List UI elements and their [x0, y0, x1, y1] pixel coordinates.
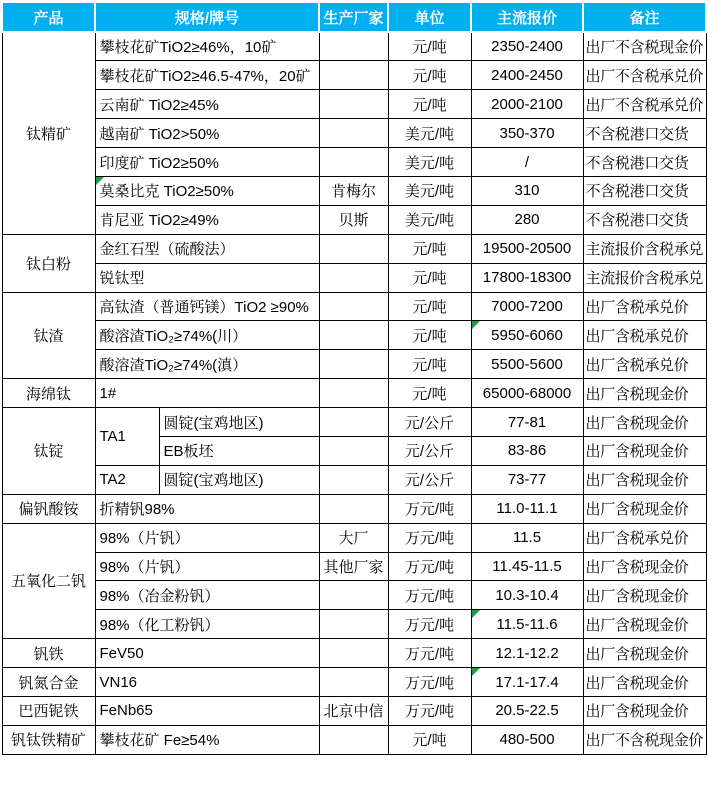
note-cell: 出厂含税现金价 [583, 696, 706, 725]
spec-cell: 攀枝花矿 Fe≥54% [95, 725, 319, 754]
product-cell: 钒氮合金 [2, 668, 95, 697]
price-cell: 2400-2450 [471, 61, 583, 90]
unit-cell: 万元/吨 [388, 523, 471, 552]
unit-cell: 万元/吨 [388, 552, 471, 581]
spec-cell: 高钛渣（普通钙镁）TiO2 ≥90% [95, 292, 319, 321]
table-row [2, 292, 706, 321]
manufacturer-cell [319, 90, 388, 119]
manufacturer-cell [319, 639, 388, 668]
price-cell: 17800-18300 [471, 263, 583, 292]
unit-cell: 美元/吨 [388, 148, 471, 177]
price-cell: 2350-2400 [471, 32, 583, 61]
spec-cell: EB板坯 [159, 436, 319, 465]
note-cell: 出厂不含税现金价 [583, 32, 706, 61]
spec-cell: 锐钛型 [95, 263, 319, 292]
unit-cell: 元/吨 [388, 725, 471, 754]
unit-cell: 元/吨 [388, 292, 471, 321]
header-row [2, 2, 706, 32]
manufacturer-cell: 贝斯 [319, 205, 388, 234]
header-product: 产品 [2, 2, 95, 32]
manufacturer-cell [319, 350, 388, 379]
header-spec: 规格/牌号 [95, 2, 319, 32]
price-cell: 5500-5600 [471, 350, 583, 379]
table-row [2, 725, 706, 754]
price-cell: 350-370 [471, 119, 583, 148]
price-cell: 480-500 [471, 725, 583, 754]
spec-cell: 越南矿 TiO2>50% [95, 119, 319, 148]
manufacturer-cell [319, 234, 388, 263]
unit-cell: 万元/吨 [388, 610, 471, 639]
manufacturer-cell [319, 725, 388, 754]
table-row [2, 263, 706, 292]
note-cell: 出厂含税现金价 [583, 408, 706, 437]
manufacturer-cell [319, 408, 388, 437]
table-row [2, 581, 706, 610]
table-row [2, 321, 706, 350]
spec-cell: 98%（化工粉钒） [95, 610, 319, 639]
price-cell: 5950-6060 [471, 321, 583, 350]
table-row [2, 350, 706, 379]
unit-cell: 美元/吨 [388, 205, 471, 234]
unit-cell: 万元/吨 [388, 668, 471, 697]
note-cell: 出厂含税承兑价 [583, 292, 706, 321]
table-row [2, 379, 706, 408]
price-cell: 11.45-11.5 [471, 552, 583, 581]
spec-cell: 金红石型（硫酸法） [95, 234, 319, 263]
unit-cell: 万元/吨 [388, 639, 471, 668]
manufacturer-cell [319, 61, 388, 90]
green-corner-marker [472, 668, 480, 676]
table-row [2, 465, 706, 494]
unit-cell: 元/吨 [388, 234, 471, 263]
spec-cell: 酸溶渣TiO₂≥74%(川） [95, 321, 319, 350]
product-cell: 五氧化二钒 [2, 523, 95, 639]
product-cell: 钒铁 [2, 639, 95, 668]
spec-cell: 肯尼亚 TiO2≥49% [95, 205, 319, 234]
table-row [2, 90, 706, 119]
spec-cell: 攀枝花矿TiO2≥46.5-47%，20矿 [95, 61, 319, 90]
spec-cell: VN16 [95, 668, 319, 697]
note-cell: 出厂含税现金价 [583, 379, 706, 408]
table-row [2, 234, 706, 263]
ta-grade-cell: TA2 [95, 465, 159, 494]
note-cell: 出厂含税现金价 [583, 639, 706, 668]
price-cell: / [471, 148, 583, 177]
table-row [2, 610, 706, 639]
note-cell: 不含税港口交货 [583, 176, 706, 205]
unit-cell: 万元/吨 [388, 696, 471, 725]
spec-cell: FeV50 [95, 639, 319, 668]
header-manufacturer: 生产厂家 [319, 2, 388, 32]
spec-cell: 印度矿 TiO2≥50% [95, 148, 319, 177]
manufacturer-cell [319, 494, 388, 523]
table-row [2, 639, 706, 668]
table-row [2, 61, 706, 90]
table-row [2, 668, 706, 697]
unit-cell: 元/公斤 [388, 408, 471, 437]
unit-cell: 万元/吨 [388, 494, 471, 523]
price-cell: 280 [471, 205, 583, 234]
manufacturer-cell [319, 292, 388, 321]
price-cell: 2000-2100 [471, 90, 583, 119]
price-cell: 73-77 [471, 465, 583, 494]
product-cell: 钛锭 [2, 408, 95, 495]
table-row [2, 205, 706, 234]
manufacturer-cell [319, 610, 388, 639]
manufacturer-cell [319, 436, 388, 465]
header-unit: 单位 [388, 2, 471, 32]
manufacturer-cell [319, 148, 388, 177]
price-cell: 17.1-17.4 [471, 668, 583, 697]
note-cell: 出厂含税承兑价 [583, 321, 706, 350]
unit-cell: 元/吨 [388, 350, 471, 379]
price-cell: 11.5-11.6 [471, 610, 583, 639]
note-cell: 出厂不含税承兑价 [583, 61, 706, 90]
table-row [2, 696, 706, 725]
price-cell: 20.5-22.5 [471, 696, 583, 725]
note-cell: 主流报价含税承兑 [583, 234, 706, 263]
manufacturer-cell: 北京中信 [319, 696, 388, 725]
manufacturer-cell [319, 379, 388, 408]
note-cell: 不含税港口交货 [583, 119, 706, 148]
note-cell: 不含税港口交货 [583, 148, 706, 177]
unit-cell: 元/吨 [388, 321, 471, 350]
table-row [2, 176, 706, 205]
price-cell: 11.0-11.1 [471, 494, 583, 523]
manufacturer-cell [319, 263, 388, 292]
note-cell: 出厂含税承兑价 [583, 350, 706, 379]
manufacturer-cell [319, 32, 388, 61]
manufacturer-cell [319, 581, 388, 610]
unit-cell: 元/吨 [388, 263, 471, 292]
product-cell: 海绵钛 [2, 379, 95, 408]
product-cell: 钛白粉 [2, 234, 95, 292]
price-table-body [2, 32, 706, 754]
price-cell: 65000-68000 [471, 379, 583, 408]
price-cell: 83-86 [471, 436, 583, 465]
spec-cell: 98%（冶金粉钒） [95, 581, 319, 610]
manufacturer-cell: 大厂 [319, 523, 388, 552]
spec-cell: 攀枝花矿TiO2≥46%，10矿 [95, 32, 319, 61]
header-remark: 备注 [583, 2, 706, 32]
note-cell: 出厂含税现金价 [583, 668, 706, 697]
note-cell: 出厂含税承兑价 [583, 523, 706, 552]
product-cell: 钛精矿 [2, 32, 95, 234]
note-cell: 出厂不含税现金价 [583, 725, 706, 754]
price-cell: 10.3-10.4 [471, 581, 583, 610]
unit-cell: 元/公斤 [388, 436, 471, 465]
note-cell: 出厂含税现金价 [583, 494, 706, 523]
table-row [2, 148, 706, 177]
spec-cell: 圆锭(宝鸡地区) [159, 408, 319, 437]
spec-cell: FeNb65 [95, 696, 319, 725]
price-cell: 11.5 [471, 523, 583, 552]
manufacturer-cell [319, 321, 388, 350]
product-cell: 偏钒酸铵 [2, 494, 95, 523]
table-row [2, 119, 706, 148]
spec-cell: 酸溶渣TiO₂≥74%(滇） [95, 350, 319, 379]
manufacturer-cell [319, 119, 388, 148]
unit-cell: 元/公斤 [388, 465, 471, 494]
ta-grade-cell: TA1 [95, 408, 159, 466]
note-cell: 出厂含税现金价 [583, 581, 706, 610]
table-row [2, 552, 706, 581]
table-row [2, 32, 706, 61]
note-cell: 出厂含税现金价 [583, 465, 706, 494]
note-cell: 不含税港口交货 [583, 205, 706, 234]
spec-cell: 98%（片钒） [95, 523, 319, 552]
note-cell: 出厂含税现金价 [583, 436, 706, 465]
green-corner-marker [472, 321, 480, 329]
price-cell: 19500-20500 [471, 234, 583, 263]
spec-cell: 98%（片钒） [95, 552, 319, 581]
unit-cell: 美元/吨 [388, 176, 471, 205]
table-row [2, 494, 706, 523]
table-header [2, 2, 706, 32]
note-cell: 主流报价含税承兑 [583, 263, 706, 292]
price-cell: 310 [471, 176, 583, 205]
green-corner-marker [472, 610, 480, 618]
spec-cell: 1# [95, 379, 319, 408]
product-cell: 巴西铌铁 [2, 696, 95, 725]
unit-cell: 万元/吨 [388, 581, 471, 610]
price-cell: 7000-7200 [471, 292, 583, 321]
product-cell: 钛渣 [2, 292, 95, 379]
product-cell: 钒钛铁精矿 [2, 725, 95, 754]
unit-cell: 美元/吨 [388, 119, 471, 148]
manufacturer-cell [319, 668, 388, 697]
spec-cell: 云南矿 TiO2≥45% [95, 90, 319, 119]
unit-cell: 元/吨 [388, 61, 471, 90]
table-row [2, 523, 706, 552]
price-table [1, 1, 707, 755]
note-cell: 出厂含税现金价 [583, 610, 706, 639]
table-row [2, 408, 706, 437]
green-corner-marker [96, 177, 104, 185]
spec-cell: 圆锭(宝鸡地区) [159, 465, 319, 494]
spec-cell: 莫桑比克 TiO2≥50% [95, 176, 319, 205]
price-cell: 77-81 [471, 408, 583, 437]
price-cell: 12.1-12.2 [471, 639, 583, 668]
note-cell: 出厂不含税承兑价 [583, 90, 706, 119]
manufacturer-cell: 其他厂家 [319, 552, 388, 581]
unit-cell: 元/吨 [388, 32, 471, 61]
note-cell: 出厂含税现金价 [583, 552, 706, 581]
unit-cell: 元/吨 [388, 90, 471, 119]
spec-cell: 折精钒98% [95, 494, 319, 523]
manufacturer-cell [319, 465, 388, 494]
unit-cell: 元/吨 [388, 379, 471, 408]
header-price: 主流报价 [471, 2, 583, 32]
manufacturer-cell: 肯梅尔 [319, 176, 388, 205]
